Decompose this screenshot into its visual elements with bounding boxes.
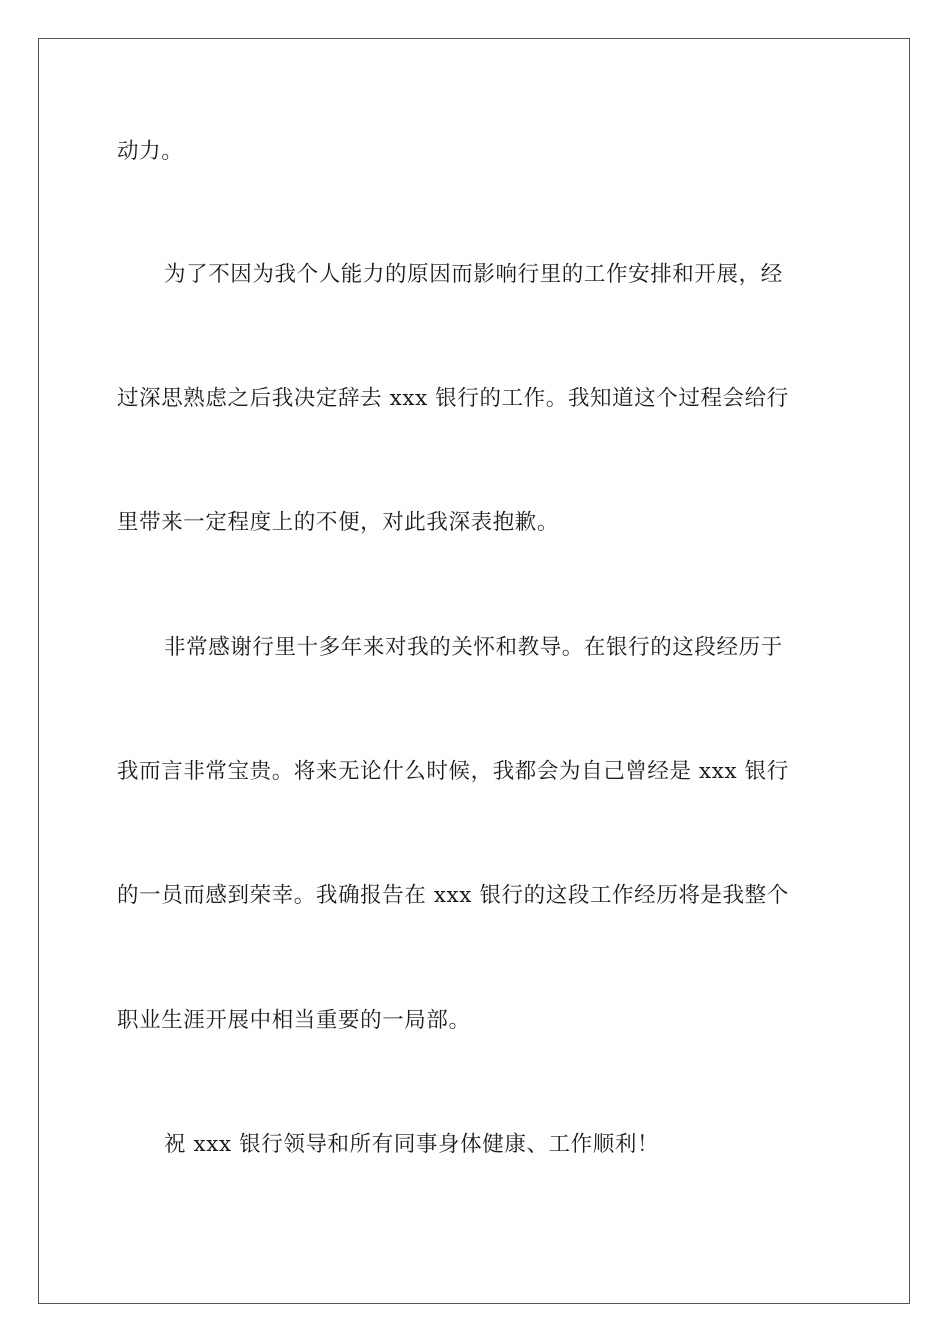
- text-line-9: 祝 xxx 银行领导和所有同事身体健康、工作顺利！: [164, 1132, 660, 1157]
- text-line-2: 为了不因为我个人能力的原因而影响行里的工作安排和开展，经: [164, 262, 783, 287]
- text-line-7: 的一员而感到荣幸。我确报告在 xxx 银行的这段工作经历将是我整个: [117, 883, 789, 908]
- text-line-6: 我而言非常宝贵。将来无论什么时候，我都会为自己曾经是 xxx 银行: [117, 759, 789, 784]
- text-line-4: 里带来一定程度上的不便，对此我深表抱歉。: [117, 510, 560, 535]
- page-border: [38, 38, 910, 1304]
- text-line-1: 动力。: [117, 139, 184, 164]
- text-line-3: 过深思熟虑之后我决定辞去 xxx 银行的工作。我知道这个过程会给行: [117, 386, 789, 411]
- text-line-5: 非常感谢行里十多年来对我的关怀和教导。在银行的这段经历于: [164, 635, 783, 660]
- text-line-8: 职业生涯开展中相当重要的一局部。: [117, 1008, 471, 1033]
